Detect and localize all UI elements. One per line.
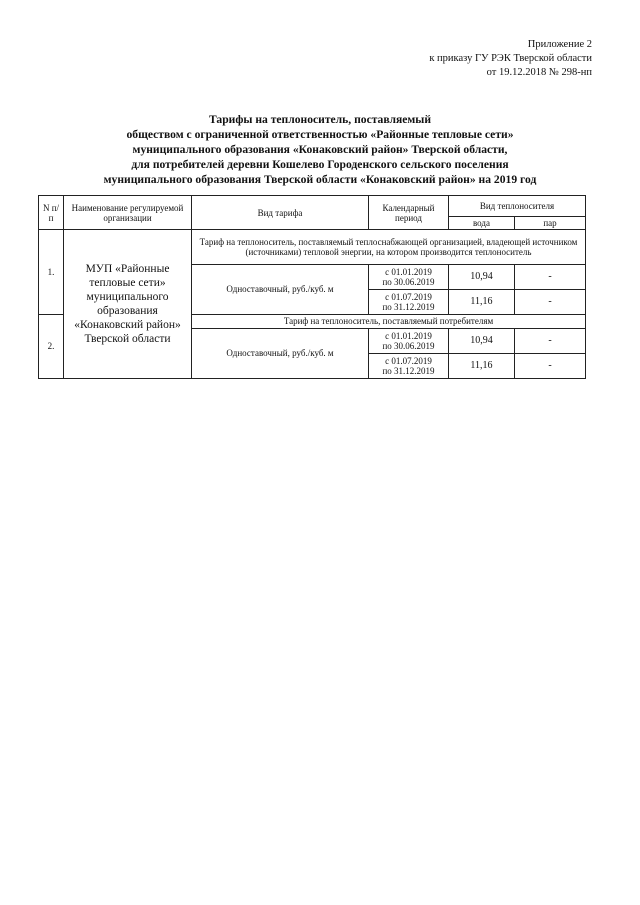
period-from: с 01.01.2019 — [385, 330, 432, 341]
header-period: Календарный период — [369, 196, 449, 230]
section-1-steam-1: - — [515, 265, 586, 290]
section-2-water-2: 11,16 — [449, 354, 515, 379]
section-2-water-1: 10,94 — [449, 329, 515, 354]
document-title — [40, 112, 600, 187]
appendix-line-3: от 19.12.2018 № 298-нп — [486, 67, 592, 78]
section-1-heading: Тариф на теплоноситель, поставляемый теплоснабжающей организацией, владеющей источником (источниками) тепловой энергии, на котором производится теплоноситель — [192, 230, 586, 265]
section-2-period-1 — [369, 329, 449, 354]
title-line-5: муниципального образования Тверской области «Конаковский район» на 2019 год — [103, 173, 537, 186]
table-header-row — [39, 196, 586, 217]
section-1-steam-2: - — [515, 290, 586, 315]
header-tariff-type: Вид тарифа — [192, 196, 369, 230]
appendix-line-2: к приказу ГУ РЭК Тверской области — [429, 53, 592, 64]
period-from: с 01.07.2019 — [385, 291, 432, 302]
section-2-period-2 — [369, 354, 449, 379]
organization-name: МУП «Районные тепловые сети» муниципального образования «Конаковский район» Тверской области — [64, 230, 192, 379]
section-2-heading: Тариф на теплоноситель, поставляемый потребителям — [192, 315, 586, 329]
period-to: по 30.06.2019 — [382, 277, 435, 287]
period-to: по 30.06.2019 — [382, 341, 435, 351]
header-number: N п/п — [39, 196, 64, 230]
title-line-2: обществом с ограниченной ответственностью «Районные тепловые сети» — [126, 128, 514, 141]
period-to: по 31.12.2019 — [382, 302, 435, 312]
row-number-1: 1. — [39, 230, 64, 315]
period-from: с 01.01.2019 — [385, 266, 432, 277]
period-to: по 31.12.2019 — [382, 366, 435, 376]
title-line-3: муниципального образования «Конаковский район» Тверской области, — [132, 143, 508, 156]
period-from: с 01.07.2019 — [385, 355, 432, 366]
row-number-2: 2. — [39, 315, 64, 379]
section-1-tariff-type: Одноставочный, руб./куб. м — [192, 265, 369, 315]
section-1-period-1 — [369, 265, 449, 290]
section-1-water-2: 11,16 — [449, 290, 515, 315]
section-1-period-2 — [369, 290, 449, 315]
header-water: вода — [449, 217, 515, 230]
header-organization: Наименование регулируемой организации — [64, 196, 192, 230]
section-2-steam-1: - — [515, 329, 586, 354]
appendix-line-1: Приложение 2 — [527, 39, 592, 50]
title-line-4: для потребителей деревни Кошелево Городенского сельского поселения — [131, 158, 509, 171]
table-row — [39, 230, 586, 265]
section-2-steam-2: - — [515, 354, 586, 379]
title-line-1: Тарифы на теплоноситель, поставляемый — [208, 113, 432, 126]
header-steam: пар — [515, 217, 586, 230]
section-1-water-1: 10,94 — [449, 265, 515, 290]
header-carrier: Вид теплоносителя — [449, 196, 586, 217]
section-2-tariff-type: Одноставочный, руб./куб. м — [192, 329, 369, 379]
appendix-note — [429, 38, 592, 80]
tariff-table — [38, 195, 586, 379]
